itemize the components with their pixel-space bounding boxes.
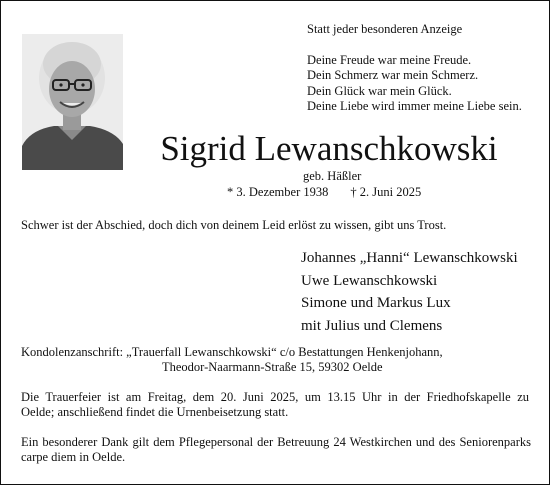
portrait-image bbox=[22, 34, 123, 170]
condolence-address bbox=[21, 345, 443, 375]
death-date: † 2. Juni 2025 bbox=[350, 185, 422, 199]
birth-name: geb. Häßler bbox=[303, 169, 362, 183]
consolation-text: Schwer ist der Abschied, doch dich von deinem Leid erlöst zu wissen, gibt uns Trost. bbox=[21, 218, 447, 232]
verse-line: Deine Freude war meine Freude. bbox=[307, 52, 472, 67]
condolence-line: Kondolenzanschrift: „Trauerfall Lewanschkowski“ c/o Bestattungen Henkenjohann, bbox=[21, 345, 443, 359]
funeral-line: Die Trauerfeier ist am Freitag, dem 20. Juni 2025, um 13.15 Uhr in der Friedhofskapelle zu bbox=[21, 390, 529, 404]
funeral-line: Oelde; anschließend findet die Urnenbeisetzung statt. bbox=[21, 405, 289, 419]
condolence-line: Theodor-Naarmann-Straße 15, 59302 Oelde bbox=[162, 360, 383, 374]
thanks-line: Ein besonderer Dank gilt dem Pflegepersonal der Betreuung 24 Westkirchen und des Seniorenparks bbox=[21, 435, 531, 449]
mourner-name: Uwe Lewanschkowski bbox=[301, 272, 438, 289]
mourners-list bbox=[301, 247, 518, 337]
portrait-photo bbox=[22, 34, 123, 170]
verse-line: Dein Schmerz war mein Schmerz. bbox=[307, 68, 479, 82]
verse-line: Dein Glück war mein Glück. bbox=[307, 83, 452, 98]
funeral-info bbox=[21, 390, 529, 420]
motto-block bbox=[307, 22, 522, 115]
mourner-name: mit Julius und Clemens bbox=[301, 317, 443, 334]
mourner-name: Simone und Markus Lux bbox=[301, 295, 451, 311]
birth-date: * 3. Dezember 1938 bbox=[227, 185, 329, 199]
notice-intro: Statt jeder besonderen Anzeige bbox=[307, 22, 463, 36]
verse-line: Deine Liebe wird immer meine Liebe sein. bbox=[307, 99, 522, 113]
thanks-line: carpe diem in Oelde. bbox=[21, 450, 126, 464]
thanks-text bbox=[21, 435, 531, 465]
deceased-name: Sigrid Lewanschkowski bbox=[160, 129, 498, 168]
mourner-name: Johannes „Hanni“ Lewanschkowski bbox=[301, 250, 518, 266]
life-dates bbox=[227, 185, 421, 200]
